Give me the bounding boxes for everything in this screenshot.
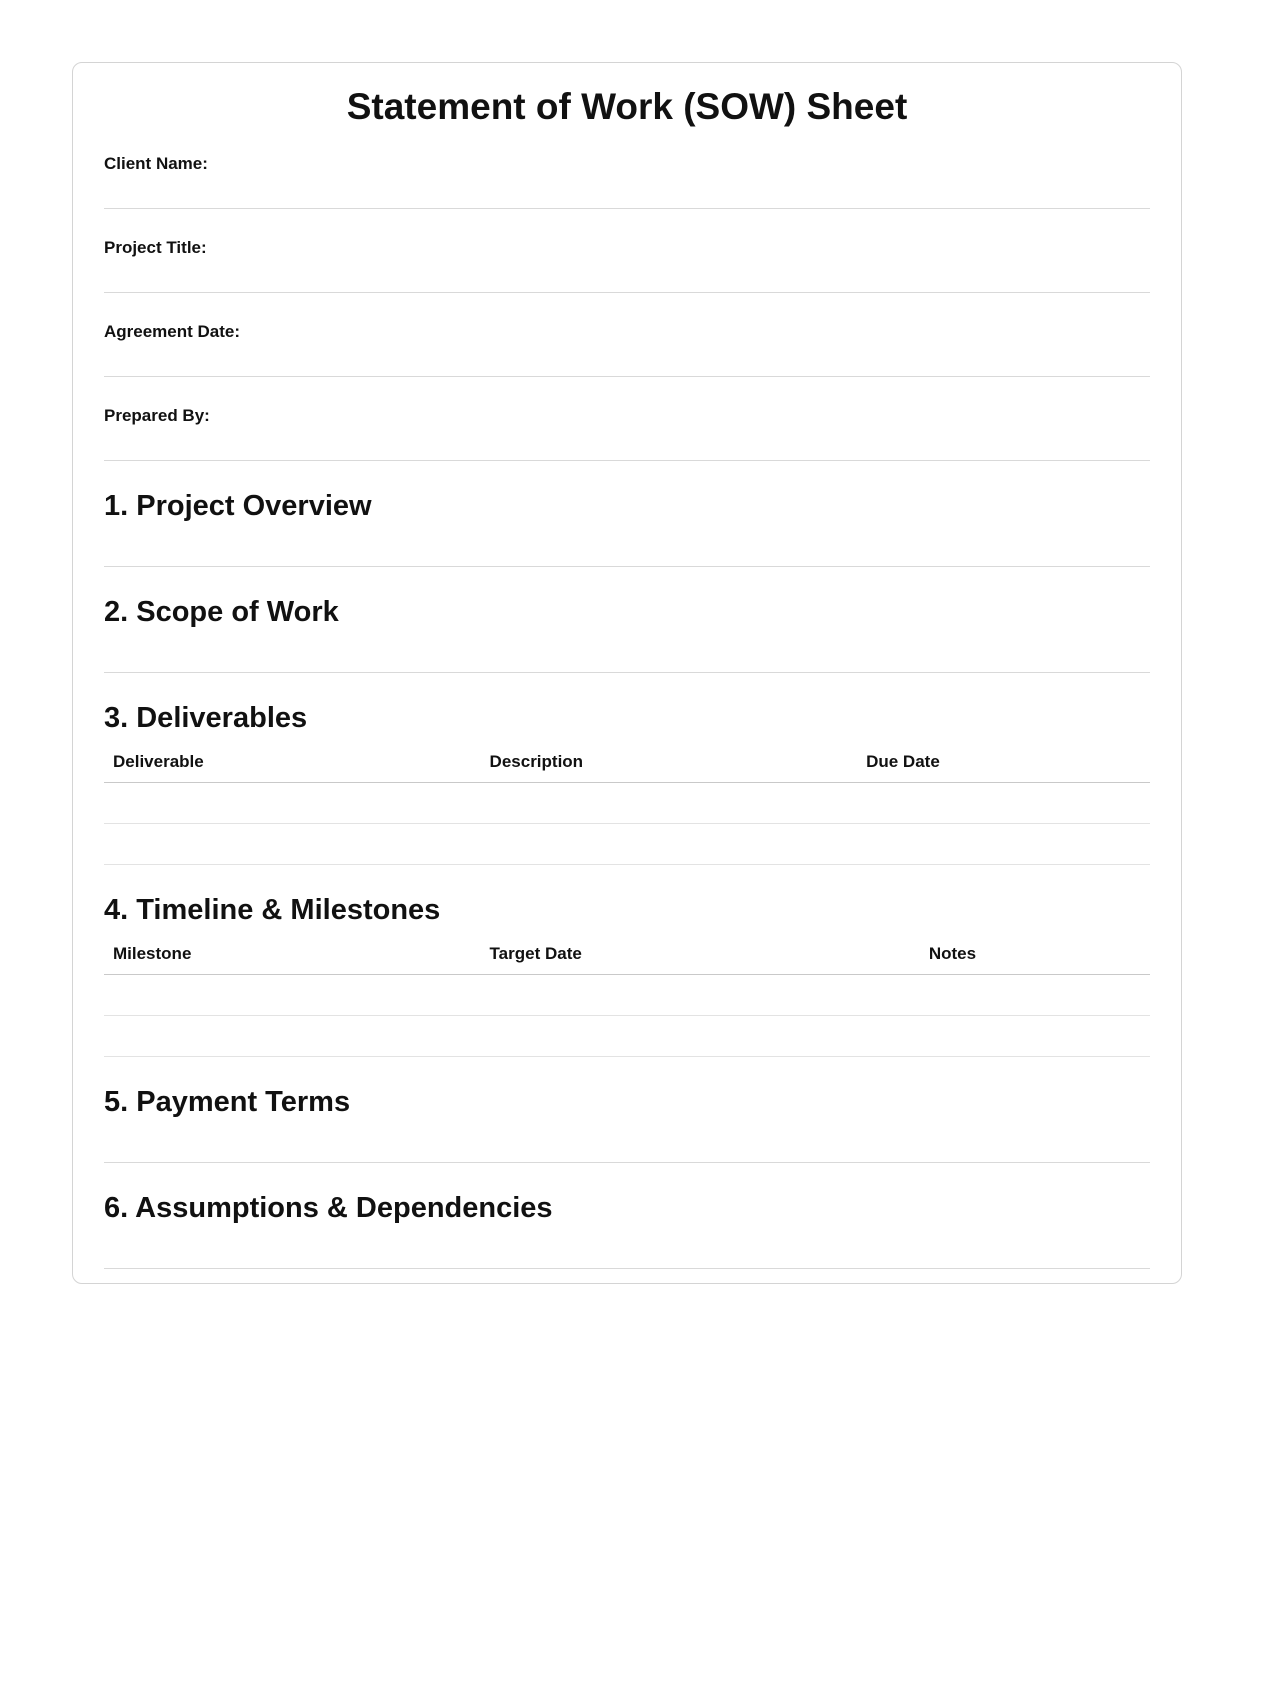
deliverables-table-row[interactable] bbox=[104, 783, 1150, 824]
field-input-client-name[interactable] bbox=[104, 175, 1150, 209]
field-label-project-title: Project Title: bbox=[104, 238, 207, 257]
deliverables-col-deliverable: Deliverable bbox=[113, 752, 204, 771]
section-heading-timeline-milestones: 4. Timeline & Milestones bbox=[104, 894, 441, 926]
section-project-overview bbox=[104, 489, 1150, 567]
section-timeline-milestones bbox=[104, 893, 1150, 1057]
field-client-name bbox=[104, 153, 1150, 209]
milestones-table-row[interactable] bbox=[104, 975, 1150, 1016]
writein-project-overview[interactable] bbox=[104, 523, 1150, 567]
field-agreement-date bbox=[104, 321, 1150, 377]
field-label-agreement-date: Agreement Date: bbox=[104, 322, 241, 341]
field-input-prepared-by[interactable] bbox=[104, 427, 1150, 461]
page-title: Statement of Work (SOW) Sheet bbox=[346, 86, 908, 127]
section-deliverables bbox=[104, 701, 1150, 865]
field-prepared-by bbox=[104, 405, 1150, 461]
milestones-table-row[interactable] bbox=[104, 1016, 1150, 1057]
section-assumptions-dependencies bbox=[104, 1191, 1150, 1269]
field-label-client-name: Client Name: bbox=[104, 154, 208, 173]
field-input-agreement-date[interactable] bbox=[104, 343, 1150, 377]
milestones-col-notes: Notes bbox=[928, 944, 977, 963]
field-input-project-title[interactable] bbox=[104, 259, 1150, 293]
deliverables-col-due-date: Due Date bbox=[866, 752, 940, 771]
milestones-table-header bbox=[104, 943, 1150, 975]
field-project-title bbox=[104, 237, 1150, 293]
writein-scope-of-work[interactable] bbox=[104, 629, 1150, 673]
deliverables-col-description: Description bbox=[489, 752, 584, 771]
section-heading-payment-terms: 5. Payment Terms bbox=[104, 1086, 351, 1118]
milestones-col-milestone: Milestone bbox=[113, 944, 192, 963]
field-label-prepared-by: Prepared By: bbox=[104, 406, 210, 425]
deliverables-table-row[interactable] bbox=[104, 824, 1150, 865]
section-payment-terms bbox=[104, 1085, 1150, 1163]
section-heading-assumptions-dependencies: 6. Assumptions & Dependencies bbox=[104, 1192, 553, 1224]
milestones-col-target-date: Target Date bbox=[489, 944, 582, 963]
writein-assumptions-dependencies[interactable] bbox=[104, 1225, 1150, 1269]
writein-payment-terms[interactable] bbox=[104, 1119, 1150, 1163]
deliverables-table-header bbox=[104, 751, 1150, 783]
sow-sheet-card bbox=[72, 62, 1182, 1284]
section-heading-project-overview: 1. Project Overview bbox=[104, 490, 372, 522]
section-scope-of-work bbox=[104, 595, 1150, 673]
section-heading-scope-of-work: 2. Scope of Work bbox=[104, 596, 339, 628]
section-heading-deliverables: 3. Deliverables bbox=[104, 702, 308, 734]
